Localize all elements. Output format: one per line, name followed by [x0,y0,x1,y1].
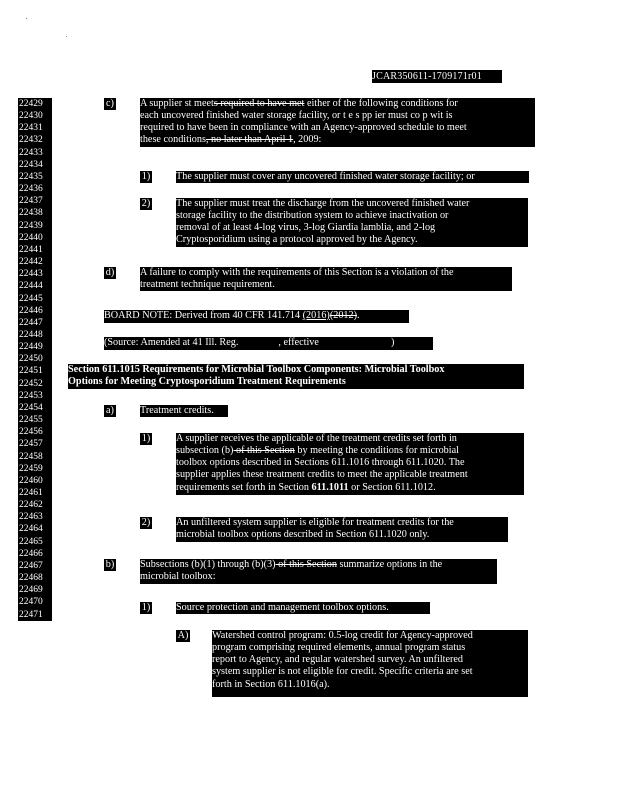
line-number: 22463 [18,511,52,523]
board-note: BOARD NOTE: Derived from 40 CFR 141.714 (2016)(2012). [104,310,409,323]
line-number: 22437 [18,195,52,207]
label-a1: 1) [141,433,151,444]
line-number: 22465 [18,536,52,548]
line-number: 22439 [18,220,52,232]
paragraph-d-line-2: treatment technique requirement. [140,279,275,291]
line-number: 22469 [18,584,52,596]
paragraph-a2-line-1: An unfiltered system supplier is eligible for treatment credits for the [176,517,454,528]
paragraph-a1 [176,433,524,495]
line-number: 22442 [18,256,52,268]
paragraph-a2 [176,517,508,542]
line-number: 22457 [18,438,52,450]
paragraph-bA-line-1: Watershed control program: 0.5-log credit for Agency-approved [212,630,473,641]
paragraph-c1 [176,171,529,183]
label-c: c) [104,98,116,110]
paragraph-d-line-1: A failure to comply with the requirements of this Section is a violation of the [140,267,454,278]
line-number: 22429 [18,98,52,110]
section-heading [68,364,524,389]
line-number: 22471 [18,609,52,621]
paragraph-c-line-4: these conditions, no later than April 1, 2009: [140,134,322,146]
paragraph-c-line-2: each uncovered finished water storage facility, or t e s pp ier must co p wit is [140,110,453,122]
section-heading-line-1: Section 611.1015 Requirements for Microbial Toolbox Components: Microbial Toolbox [68,364,445,375]
scan-speck [26,18,27,19]
line-number: 22455 [18,414,52,426]
label-d: d) [105,267,115,278]
line-number: 22444 [18,280,52,292]
paragraph-c2-line-2: storage facility to the distribution system to achieve inactivation or [176,210,449,222]
line-number: 22432 [18,134,52,146]
line-number: 22440 [18,232,52,244]
line-number: 22456 [18,426,52,438]
paragraph-bA [212,630,528,697]
line-number: 22436 [18,183,52,195]
label-b: b) [105,559,115,570]
line-number: 22430 [18,110,52,122]
line-number: 22449 [18,341,52,353]
line-number: 22466 [18,548,52,560]
line-number: 22447 [18,317,52,329]
paragraph-b-line-2: microbial toolbox: [140,571,216,583]
paragraph-b [140,559,497,584]
line-number-column [18,98,52,621]
line-number: 22462 [18,499,52,511]
line-number: 22441 [18,244,52,256]
paragraph-b-line-1: Subsections (b)(1) through (b)(3) of this Section summarize options in the [140,559,443,570]
line-number: 22443 [18,268,52,280]
paragraph-a2-line-2: microbial toolbox options described in Section 611.1020 only. [176,529,430,541]
paragraph-c-line-3: required to have been in compliance with an Agency-approved schedule to meet [140,122,467,134]
paragraph-a1-line-4: supplier applies these treatment credits to meet the applicable treatment [176,469,468,481]
paragraph-c2 [176,198,528,247]
label-b1: 1) [141,602,151,613]
paragraph-bA-line-2: program comprising required elements, annual program status [212,642,466,654]
line-number: 22452 [18,378,52,390]
paragraph-c2-line-3: removal of at least 4-log virus, 3-log Giardia lamblia, and 2-log [176,222,436,234]
line-number: 22446 [18,305,52,317]
line-number: 22454 [18,402,52,414]
line-number: 22458 [18,451,52,463]
line-number: 22445 [18,293,52,305]
line-number: 22434 [18,159,52,171]
label-a2: 2) [141,517,151,528]
label-c2: 2) [141,198,151,209]
scan-speck [66,36,67,37]
paragraph-b1: Source protection and management toolbox options. [176,602,430,614]
paragraph-c2-line-4: Cryptosporidium using a protocol approved by the Agency. [176,234,418,246]
line-number: 22438 [18,207,52,219]
line-number: 22467 [18,560,52,572]
section-heading-line-2: Options for Meeting Cryptosporidium Treatment Requirements [68,376,346,388]
paragraph-c-line-1: A supplier st meets required to have met either of the following conditions for [140,98,458,109]
paragraph-bA-line-4: system supplier is not eligible for credit. Specific criteria are set [212,666,473,678]
line-number: 22464 [18,523,52,535]
label-c1: 1) [141,171,151,182]
label-bA: A) [177,630,189,641]
line-number: 22461 [18,487,52,499]
line-number: 22470 [18,596,52,608]
paragraph-d [140,267,512,291]
line-number: 22448 [18,329,52,341]
paragraph-a1-line-2: subsection (b) of this Section by meeting the conditions for microbial [176,445,459,457]
paragraph-a1-line-3: toolbox options described in Sections 611.1016 through 611.1020. The [176,457,465,469]
paragraph-bA-line-5: forth in Section 611.1016(a). [212,678,330,690]
paragraph-bA-line-3: report to Agency, and regular watershed survey. An unfiltered [212,654,464,666]
line-number: 22450 [18,353,52,365]
paragraph-c2-line-1: The supplier must treat the discharge from the uncovered finished water [176,198,470,209]
line-number: 22435 [18,171,52,183]
paragraph-a1-line-5: requirements set forth in Section 611.1011 or Section 611.1012. [176,481,436,493]
paragraph-a1-line-1: A supplier receives the applicable of the treatment credits set forth in [176,433,457,444]
paragraph-c1-line-1: The supplier must cover any uncovered finished water storage facility; or [176,171,475,182]
label-a: a) [104,405,116,417]
line-number: 22459 [18,463,52,475]
line-number: 22468 [18,572,52,584]
paragraph-c [140,98,535,147]
line-number: 22451 [18,365,52,377]
document-id-header: JCAR350611-1709171r01 [372,70,502,83]
paragraph-a: Treatment credits. [140,405,228,417]
source-note: (Source: Amended at 41 Ill. Reg. , effective ) [104,337,433,350]
line-number: 22431 [18,122,52,134]
line-number: 22433 [18,147,52,159]
line-number: 22453 [18,390,52,402]
line-number: 22460 [18,475,52,487]
